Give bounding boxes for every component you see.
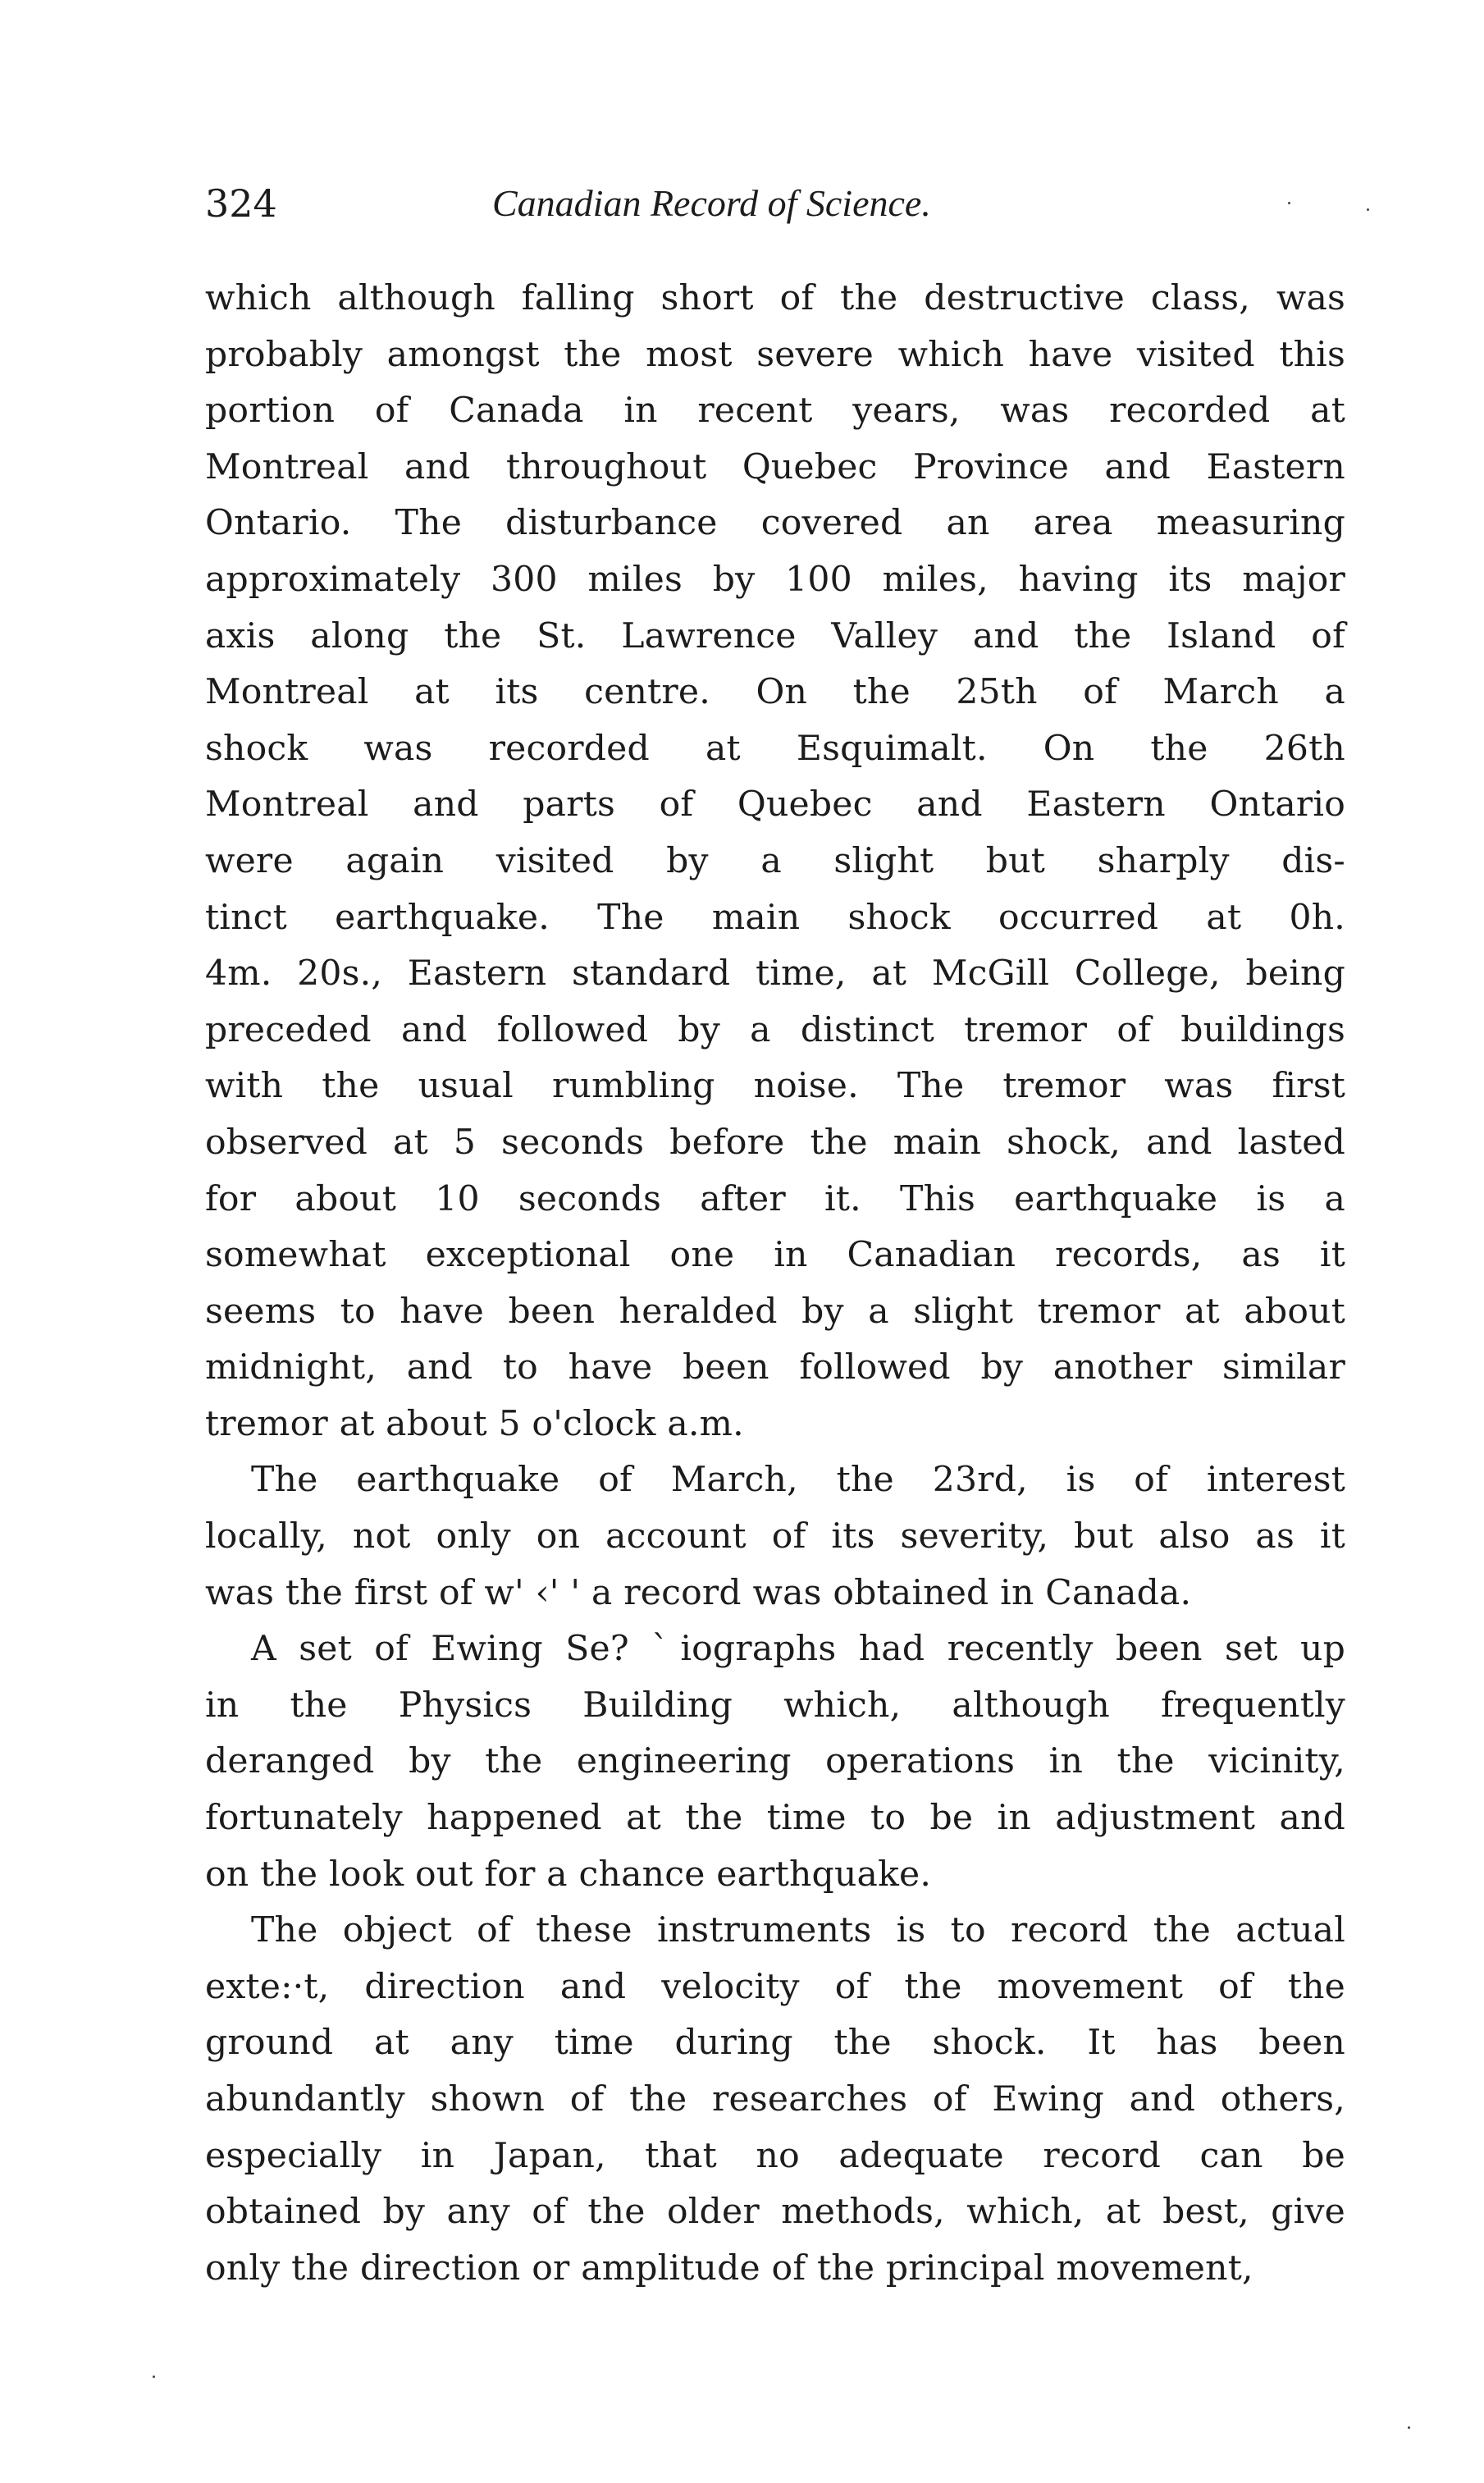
text-line: for about 10 seconds after it. This earthquake is a — [205, 1178, 1345, 1219]
text-line: tremor at about 5 o'clock a.m. — [205, 1403, 744, 1444]
text-line: especially in Japan, that no adequate record can be — [205, 2135, 1345, 2176]
running-head — [205, 179, 1354, 228]
text-line: abundantly shown of the researches of Ewing and others, — [205, 2079, 1345, 2119]
text-line: seems to have been heralded by a slight tremor at about — [205, 1291, 1345, 1332]
text-line: with the usual rumbling noise. The tremor was first — [205, 1066, 1345, 1107]
paragraph — [205, 1452, 1345, 1621]
text-line: The earthquake of March, the 23rd, is of interest — [251, 1460, 1345, 1501]
text-line: probably amongst the most severe which have visited this — [205, 334, 1345, 375]
paragraph — [205, 1903, 1345, 2297]
print-speck — [1367, 208, 1369, 211]
paragraph — [205, 1621, 1345, 1903]
text-line: exte:·t, direction and velocity of the movement of the — [205, 1966, 1345, 2007]
text-line: Montreal and throughout Quebec Province and Eastern — [205, 446, 1345, 487]
text-line: were again visited by a slight but sharply dis- — [205, 840, 1345, 881]
text-line: 4m. 20s., Eastern standard time, at McGill College, being — [205, 953, 1345, 995]
text-line: shock was recorded at Esquimalt. On the 26th — [205, 728, 1345, 769]
text-line: on the look out for a chance earthquake. — [205, 1854, 932, 1895]
text-line: was the first of w' ‹' ' a record was obtained in Canada. — [205, 1572, 1192, 1613]
text-line: in the Physics Building which, although frequently — [205, 1685, 1345, 1726]
print-speck — [1408, 2426, 1410, 2429]
print-speck — [153, 2376, 155, 2378]
body-text — [205, 271, 1345, 2297]
page-number: 324 — [205, 181, 277, 226]
text-line: locally, not only on account of its severity, but also as it — [205, 1516, 1345, 1557]
text-line: deranged by the engineering operations in the vicinity, — [205, 1741, 1345, 1782]
text-line: obtained by any of the older methods, which, at best, give — [205, 2192, 1345, 2233]
text-line: axis along the St. Lawrence Valley and the Island of — [205, 615, 1345, 656]
text-line: observed at 5 seconds before the main shock, and lasted — [205, 1122, 1345, 1163]
text-line: somewhat exceptional one in Canadian records, as it — [205, 1235, 1345, 1276]
text-line: Ontario. The disturbance covered an area measuring — [205, 503, 1345, 544]
paragraph — [205, 271, 1345, 1452]
text-line: fortunately happened at the time to be in adjustment and — [205, 1798, 1345, 1839]
text-line: preceded and followed by a distinct tremor of buildings — [205, 1009, 1345, 1050]
print-speck — [1288, 202, 1290, 204]
text-line: tinct earthquake. The main shock occurred at 0h. — [205, 897, 1345, 938]
text-line: Montreal at its centre. On the 25th of March a — [205, 672, 1345, 713]
text-line: Montreal and parts of Quebec and Eastern Ontario — [205, 784, 1345, 825]
text-line: The object of these instruments is to record the actual — [251, 1910, 1345, 1951]
text-line: approximately 300 miles by 100 miles, having its major — [205, 559, 1345, 600]
text-line: only the direction or amplitude of the principal movement, — [205, 2248, 1253, 2289]
text-line: portion of Canada in recent years, was recorded at — [205, 391, 1345, 432]
text-line: A set of Ewing Se? ˋiographs had recently been set up — [251, 1629, 1345, 1670]
text-line: ground at any time during the shock. It has been — [205, 2023, 1345, 2064]
journal-title: Canadian Record of Science. — [492, 182, 931, 224]
text-line: which although falling short of the destructive class, was — [205, 278, 1345, 318]
text-line: midnight, and to have been followed by another similar — [205, 1347, 1345, 1388]
